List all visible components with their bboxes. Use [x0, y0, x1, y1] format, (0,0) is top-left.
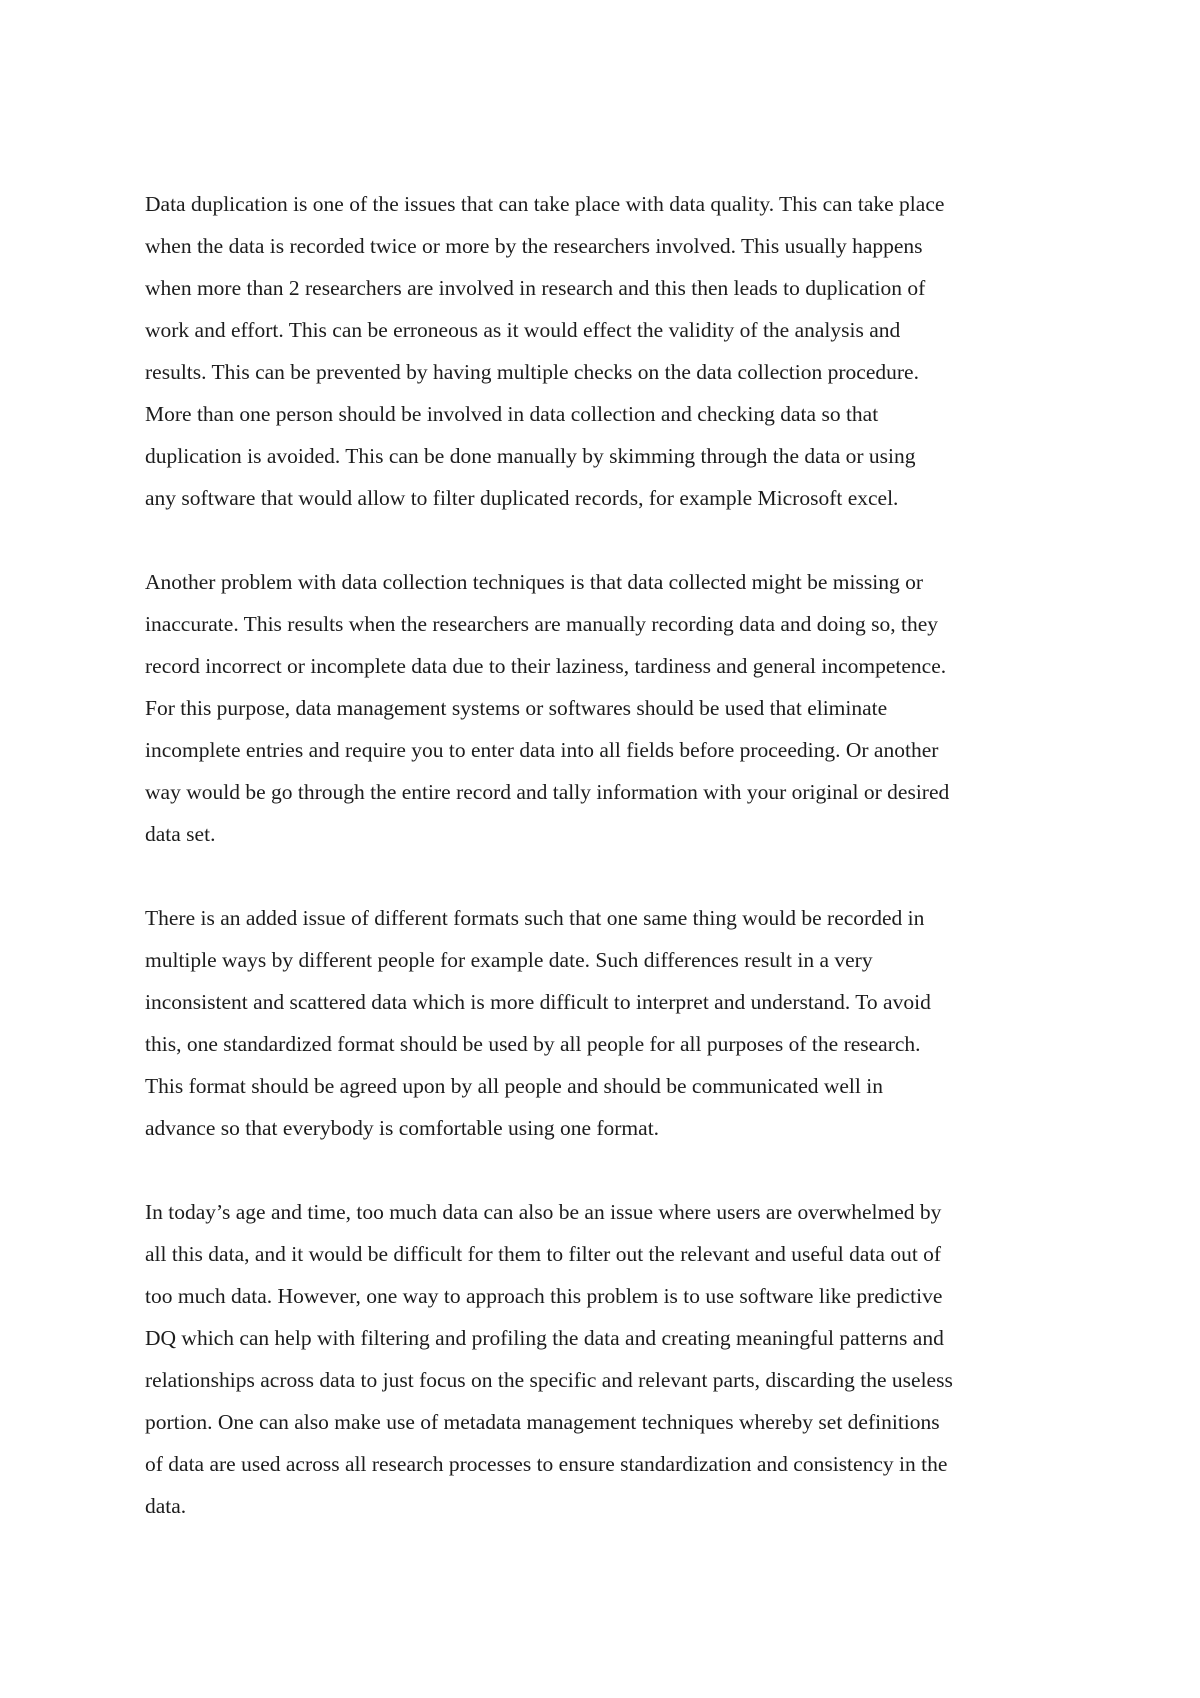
paragraph-too-much-data	[145, 1191, 1070, 1527]
text-line: data set.	[145, 822, 216, 846]
text-line: relationships across data to just focus on the specific and relevant parts, discarding the useless	[145, 1368, 953, 1392]
text-line: portion. One can also make use of metadata management techniques whereby set definitions	[145, 1410, 940, 1434]
text-line: inconsistent and scattered data which is more difficult to interpret and understand. To avoid	[145, 990, 931, 1014]
text-line: There is an added issue of different formats such that one same thing would be recorded in	[145, 906, 925, 930]
paragraph-missing-data	[145, 561, 1070, 855]
text-line: any software that would allow to filter duplicated records, for example Microsoft excel.	[145, 486, 899, 510]
text-line: all this data, and it would be difficult for them to filter out the relevant and useful data out of	[145, 1242, 942, 1266]
text-line: way would be go through the entire record and tally information with your original or desired	[145, 780, 950, 804]
text-line: this, one standardized format should be used by all people for all purposes of the research.	[145, 1032, 921, 1056]
text-line: Another problem with data collection techniques is that data collected might be missing or	[145, 570, 923, 594]
paragraph-data-duplication	[145, 183, 1070, 519]
text-line: This format should be agreed upon by all people and should be communicated well in	[145, 1074, 883, 1098]
text-line: More than one person should be involved in data collection and checking data so that	[145, 402, 879, 426]
text-line: inaccurate. This results when the researchers are manually recording data and doing so, they	[145, 612, 939, 636]
paragraph-different-formats	[145, 897, 1070, 1149]
text-line: when the data is recorded twice or more by the researchers involved. This usually happens	[145, 234, 923, 258]
text-line: incomplete entries and require you to enter data into all fields before proceeding. Or another	[145, 738, 939, 762]
text-line: too much data. However, one way to approach this problem is to use software like predictive	[145, 1284, 943, 1308]
text-line: In today’s age and time, too much data can also be an issue where users are overwhelmed by	[145, 1200, 942, 1224]
text-line: duplication is avoided. This can be done manually by skimming through the data or using	[145, 444, 916, 468]
text-line: data.	[145, 1494, 187, 1518]
text-line: results. This can be prevented by having multiple checks on the data collection procedure.	[145, 360, 919, 384]
text-line: For this purpose, data management systems or softwares should be used that eliminate	[145, 696, 888, 720]
text-line: of data are used across all research processes to ensure standardization and consistency in the	[145, 1452, 948, 1476]
text-line: when more than 2 researchers are involved in research and this then leads to duplication of	[145, 276, 926, 300]
text-line: Data duplication is one of the issues that can take place with data quality. This can take place	[145, 192, 945, 216]
text-line: work and effort. This can be erroneous as it would effect the validity of the analysis and	[145, 318, 901, 342]
document-body	[145, 183, 1070, 1569]
text-line: DQ which can help with filtering and profiling the data and creating meaningful patterns and	[145, 1326, 944, 1350]
text-line: record incorrect or incomplete data due to their laziness, tardiness and general incompetence.	[145, 654, 947, 678]
text-line: advance so that everybody is comfortable using one format.	[145, 1116, 660, 1140]
text-line: multiple ways by different people for example date. Such differences result in a very	[145, 948, 873, 972]
